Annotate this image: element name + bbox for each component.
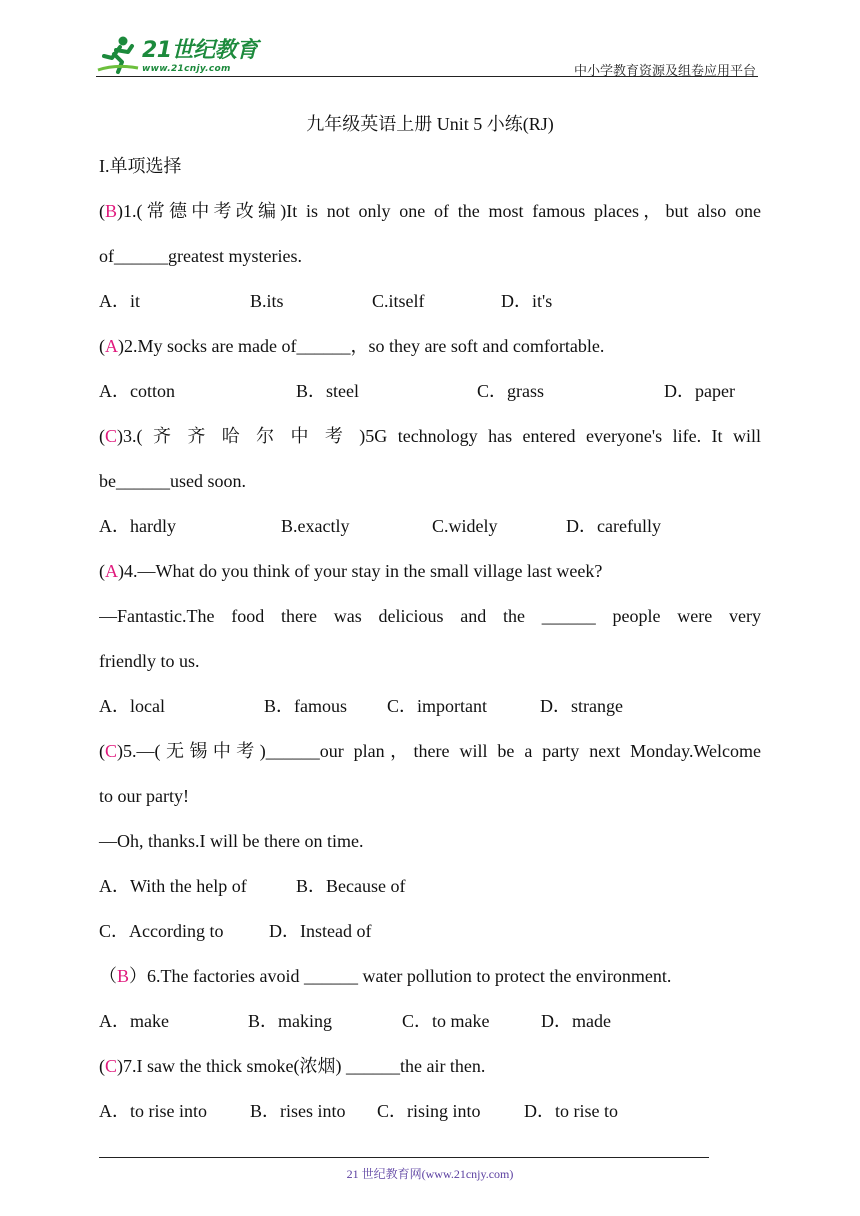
option-c: C．rising into bbox=[377, 1101, 481, 1121]
question-4-line-3: friendly to us. bbox=[99, 651, 200, 671]
option-c: C．to make bbox=[402, 1011, 490, 1031]
option-b: B．famous bbox=[264, 696, 347, 716]
footer-divider bbox=[99, 1157, 709, 1158]
question-4-line-2: —Fantastic.The food there was delicious and the ______ people were very bbox=[99, 606, 761, 626]
footer-text: 21 世纪教育网(www.21cnjy.com) bbox=[346, 1167, 514, 1181]
option-a: A．to rise into bbox=[99, 1101, 207, 1121]
option-c: C．important bbox=[387, 696, 487, 716]
question-7-line-1: (C)7.I saw the thick smoke(浓烟) ______the air then. bbox=[99, 1056, 486, 1076]
question-3-line-1: (C)3.( 齐 齐 哈 尔 中 考 )5G technology has entered everyone's life. It will bbox=[99, 426, 761, 446]
page-title: 九年级英语上册 Unit 5 小练(RJ) bbox=[306, 114, 554, 134]
option-a: A．local bbox=[99, 696, 165, 716]
option-c: C．According to bbox=[99, 921, 224, 941]
option-c: C．grass bbox=[477, 381, 544, 401]
option-a: A．it bbox=[99, 291, 141, 311]
option-d: D．carefully bbox=[566, 516, 661, 536]
header-divider bbox=[96, 76, 758, 77]
answer-4: A bbox=[105, 561, 118, 581]
answer-3: C bbox=[105, 426, 118, 446]
option-b: B．Because of bbox=[296, 876, 406, 896]
question-3-line-2: be______used soon. bbox=[99, 471, 246, 491]
option-d: D．paper bbox=[664, 381, 735, 401]
option-b: B．rises into bbox=[250, 1101, 346, 1121]
question-1-line-1: (B)1.(常德中考改编)It is not only one of the most famous places，but also one bbox=[99, 201, 761, 221]
answer-1: B bbox=[105, 201, 118, 221]
logo-title: 21世纪教育 bbox=[142, 38, 258, 63]
question-5-line-2: to our party! bbox=[99, 786, 189, 806]
answer-5: C bbox=[105, 741, 118, 761]
runner-logo-icon bbox=[96, 34, 140, 76]
option-c: C.itself bbox=[372, 291, 425, 311]
question-6-line-1: （B）6.The factories avoid ______ water pollution to protect the environment. bbox=[99, 966, 672, 986]
option-b: B．making bbox=[248, 1011, 332, 1031]
answer-6: B bbox=[117, 966, 130, 986]
option-b: B．steel bbox=[296, 381, 359, 401]
option-d: D．Instead of bbox=[269, 921, 372, 941]
question-5-line-1: (C)5.—(无锡中考)______our plan，there will be a party next Monday.Welcome bbox=[99, 741, 761, 761]
option-a: A．make bbox=[99, 1011, 169, 1031]
option-c: C.widely bbox=[432, 516, 498, 536]
option-b: B.exactly bbox=[281, 516, 350, 536]
option-d: D．strange bbox=[540, 696, 623, 716]
logo-url: www.21cnjy.com bbox=[142, 64, 231, 74]
question-4-line-1: (A)4.—What do you think of your stay in the small village last week? bbox=[99, 561, 603, 581]
section-heading: I.单项选择 bbox=[99, 156, 182, 176]
site-logo bbox=[96, 34, 258, 76]
page-header bbox=[96, 30, 758, 78]
question-5-line-3: —Oh, thanks.I will be there on time. bbox=[99, 831, 364, 851]
answer-2: A bbox=[105, 336, 118, 356]
header-platform-text: 中小学教育资源及组卷应用平台 bbox=[573, 63, 756, 78]
option-a: A．With the help of bbox=[99, 876, 247, 896]
option-d: D．made bbox=[541, 1011, 611, 1031]
option-b: B.its bbox=[250, 291, 284, 311]
option-a: A．cotton bbox=[99, 381, 175, 401]
question-1-line-2: of______greatest mysteries. bbox=[99, 246, 302, 266]
question-2-line-1: (A)2.My socks are made of______，so they are soft and comfortable. bbox=[99, 336, 605, 356]
option-a: A．hardly bbox=[99, 516, 176, 536]
answer-7: C bbox=[105, 1056, 118, 1076]
option-d: D．to rise to bbox=[524, 1101, 618, 1121]
option-d: D．it's bbox=[501, 291, 553, 311]
